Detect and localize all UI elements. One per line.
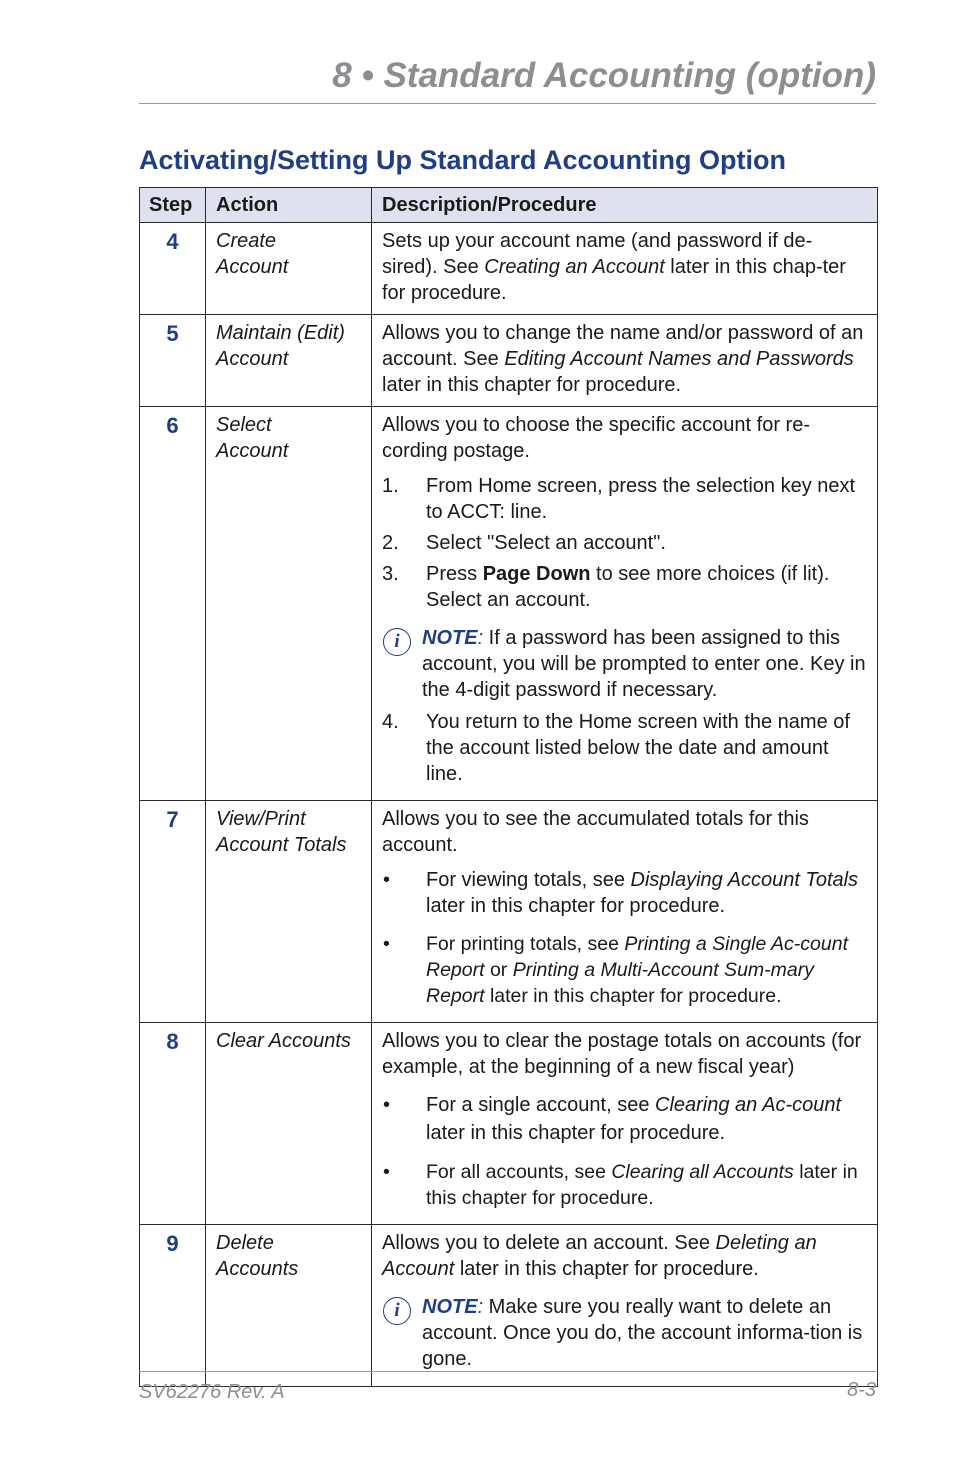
footer-rule bbox=[139, 1371, 876, 1372]
header-action: Action bbox=[206, 188, 372, 223]
text-run: or bbox=[484, 959, 513, 981]
cross-reference: Editing Account Names and Passwords bbox=[504, 348, 854, 370]
document-id: SV62276 Rev. A bbox=[139, 1381, 285, 1403]
key-name: Page Down bbox=[482, 563, 591, 585]
cross-reference: Printing a Single Ac-count Report bbox=[426, 933, 848, 981]
description-cell bbox=[372, 407, 878, 801]
chapter-title: 8 • Standard Accounting (option) bbox=[332, 56, 876, 95]
item-text: Select "Select an account". bbox=[426, 532, 666, 554]
table-row bbox=[140, 801, 878, 1023]
action-cell bbox=[206, 407, 372, 801]
action-line: Create bbox=[216, 230, 277, 252]
text-run: later in this chapter for procedure. bbox=[426, 895, 726, 917]
item-text: You return to the Home screen with the name of the account listed below the date and amount line. bbox=[426, 711, 850, 785]
text-run: For all accounts, see bbox=[426, 1161, 612, 1183]
action-line: Account bbox=[216, 440, 289, 462]
description-cell bbox=[372, 801, 878, 1023]
note-block bbox=[382, 1294, 867, 1372]
text-run: later in this chapter for procedure. bbox=[426, 1122, 726, 1144]
note-text: If a password has been assigned to this account, you will be prompted to enter one. Key in the 4-digit password if necessary. bbox=[422, 627, 866, 701]
description-cell bbox=[372, 1023, 878, 1225]
list-item bbox=[382, 709, 867, 787]
text-run: to see more choices (if lit). Select an account. bbox=[426, 563, 830, 611]
note-label bbox=[422, 627, 483, 649]
header-step: Step bbox=[140, 188, 206, 223]
text-run: Allows you to delete an account. See bbox=[382, 1232, 716, 1254]
text-run: Sets up your account name (and password if de-sired). See bbox=[382, 230, 813, 278]
list-item bbox=[382, 931, 867, 1009]
action-line: Maintain (Edit) bbox=[216, 322, 345, 344]
action-cell bbox=[206, 223, 372, 315]
action-line: Account Totals bbox=[216, 834, 347, 856]
note-colon: : bbox=[477, 627, 484, 649]
header-rule bbox=[139, 103, 876, 104]
step-number: 8 bbox=[140, 1023, 206, 1225]
item-number: 3. bbox=[382, 563, 399, 585]
note-text: Make sure you really want to delete an account. Once you do, the account informa-tion is gone. bbox=[422, 1296, 863, 1370]
bullet: • bbox=[383, 1161, 390, 1183]
description-cell bbox=[372, 223, 878, 315]
item-number: 2. bbox=[382, 532, 399, 554]
step-number: 9 bbox=[140, 1225, 206, 1387]
list-item bbox=[382, 473, 867, 525]
steps-table bbox=[139, 187, 878, 1387]
list-item bbox=[382, 1091, 867, 1147]
step-number: 4 bbox=[140, 223, 206, 315]
text-run: later in this chapter for procedure. bbox=[454, 1258, 759, 1280]
list-item bbox=[382, 867, 867, 919]
cross-reference: Clearing an Ac-count bbox=[655, 1094, 842, 1116]
text-run: later in this chapter for procedure. bbox=[382, 374, 682, 396]
info-icon: i bbox=[383, 628, 411, 656]
list-item bbox=[382, 561, 867, 613]
text-run: later in this chap-ter for procedure. bbox=[382, 256, 846, 304]
table-row bbox=[140, 223, 878, 315]
action-line: Clear Accounts bbox=[216, 1030, 351, 1052]
bullet-list bbox=[382, 1091, 867, 1211]
action-line: Select bbox=[216, 414, 272, 436]
description-cell bbox=[372, 1225, 878, 1387]
section-title: Activating/Setting Up Standard Accounting Option bbox=[139, 145, 786, 175]
note-block bbox=[382, 625, 867, 703]
action-cell bbox=[206, 801, 372, 1023]
text-run: later in this chapter for procedure. bbox=[426, 1161, 858, 1209]
table-header-row bbox=[140, 188, 878, 223]
bullet-list bbox=[382, 867, 867, 1009]
step-number: 6 bbox=[140, 407, 206, 801]
action-line: View/Print bbox=[216, 808, 306, 830]
table-row bbox=[140, 1023, 878, 1225]
text-run: Press bbox=[426, 563, 483, 585]
description-text bbox=[382, 1230, 867, 1282]
page-number: 8-3 bbox=[847, 1379, 876, 1401]
cross-reference: Deleting an Account bbox=[382, 1232, 817, 1280]
item-number: 4. bbox=[382, 711, 399, 733]
bullet: • bbox=[383, 869, 391, 891]
bullet: • bbox=[383, 933, 390, 955]
header-description: Description/Procedure bbox=[372, 188, 878, 223]
action-line: Account bbox=[216, 348, 289, 370]
note-label-text: NOTE bbox=[422, 1296, 478, 1318]
action-cell bbox=[206, 315, 372, 407]
procedure-list bbox=[382, 473, 867, 613]
cross-reference: Creating an Account bbox=[484, 256, 665, 278]
table-row bbox=[140, 407, 878, 801]
table-row bbox=[140, 1225, 878, 1387]
bullet: • bbox=[383, 1094, 391, 1116]
action-cell bbox=[206, 1225, 372, 1387]
action-line: Accounts bbox=[216, 1258, 299, 1280]
note-label-text: NOTE bbox=[422, 627, 478, 649]
note-label bbox=[422, 1296, 483, 1318]
cross-reference: Displaying Account Totals bbox=[630, 869, 859, 891]
note-colon: : bbox=[477, 1296, 484, 1318]
table-row bbox=[140, 315, 878, 407]
description-text bbox=[382, 320, 867, 398]
item-number: 1. bbox=[382, 475, 399, 497]
action-cell bbox=[206, 1023, 372, 1225]
cross-reference: Clearing all Accounts bbox=[611, 1161, 794, 1183]
info-icon: i bbox=[383, 1297, 411, 1325]
text-run: Allows you to change the name and/or password of an account. See bbox=[382, 322, 864, 370]
text-run: For printing totals, see bbox=[426, 933, 625, 955]
cross-reference: Printing a Multi-Account Sum-mary Report bbox=[426, 959, 814, 1007]
text-run: For viewing totals, see bbox=[426, 869, 631, 891]
description-text: Allows you to see the accumulated totals for this account. bbox=[382, 808, 809, 856]
text-run: later in this chapter for procedure. bbox=[484, 985, 782, 1007]
text-run: For a single account, see bbox=[426, 1094, 656, 1116]
list-item bbox=[382, 1159, 867, 1211]
step-number: 5 bbox=[140, 315, 206, 407]
list-item bbox=[382, 530, 867, 556]
description-cell bbox=[372, 315, 878, 407]
description-text bbox=[382, 228, 867, 306]
procedure-list bbox=[382, 709, 867, 787]
action-line: Account bbox=[216, 256, 289, 278]
description-text: Allows you to clear the postage totals on accounts (for example, at the beginning of a new fiscal year) bbox=[382, 1030, 862, 1078]
item-text: From Home screen, press the selection key next to ACCT: line. bbox=[426, 475, 856, 523]
step-number: 7 bbox=[140, 801, 206, 1023]
description-text: Allows you to choose the specific account for re-cording postage. bbox=[382, 414, 810, 462]
action-line: Delete bbox=[216, 1232, 274, 1254]
